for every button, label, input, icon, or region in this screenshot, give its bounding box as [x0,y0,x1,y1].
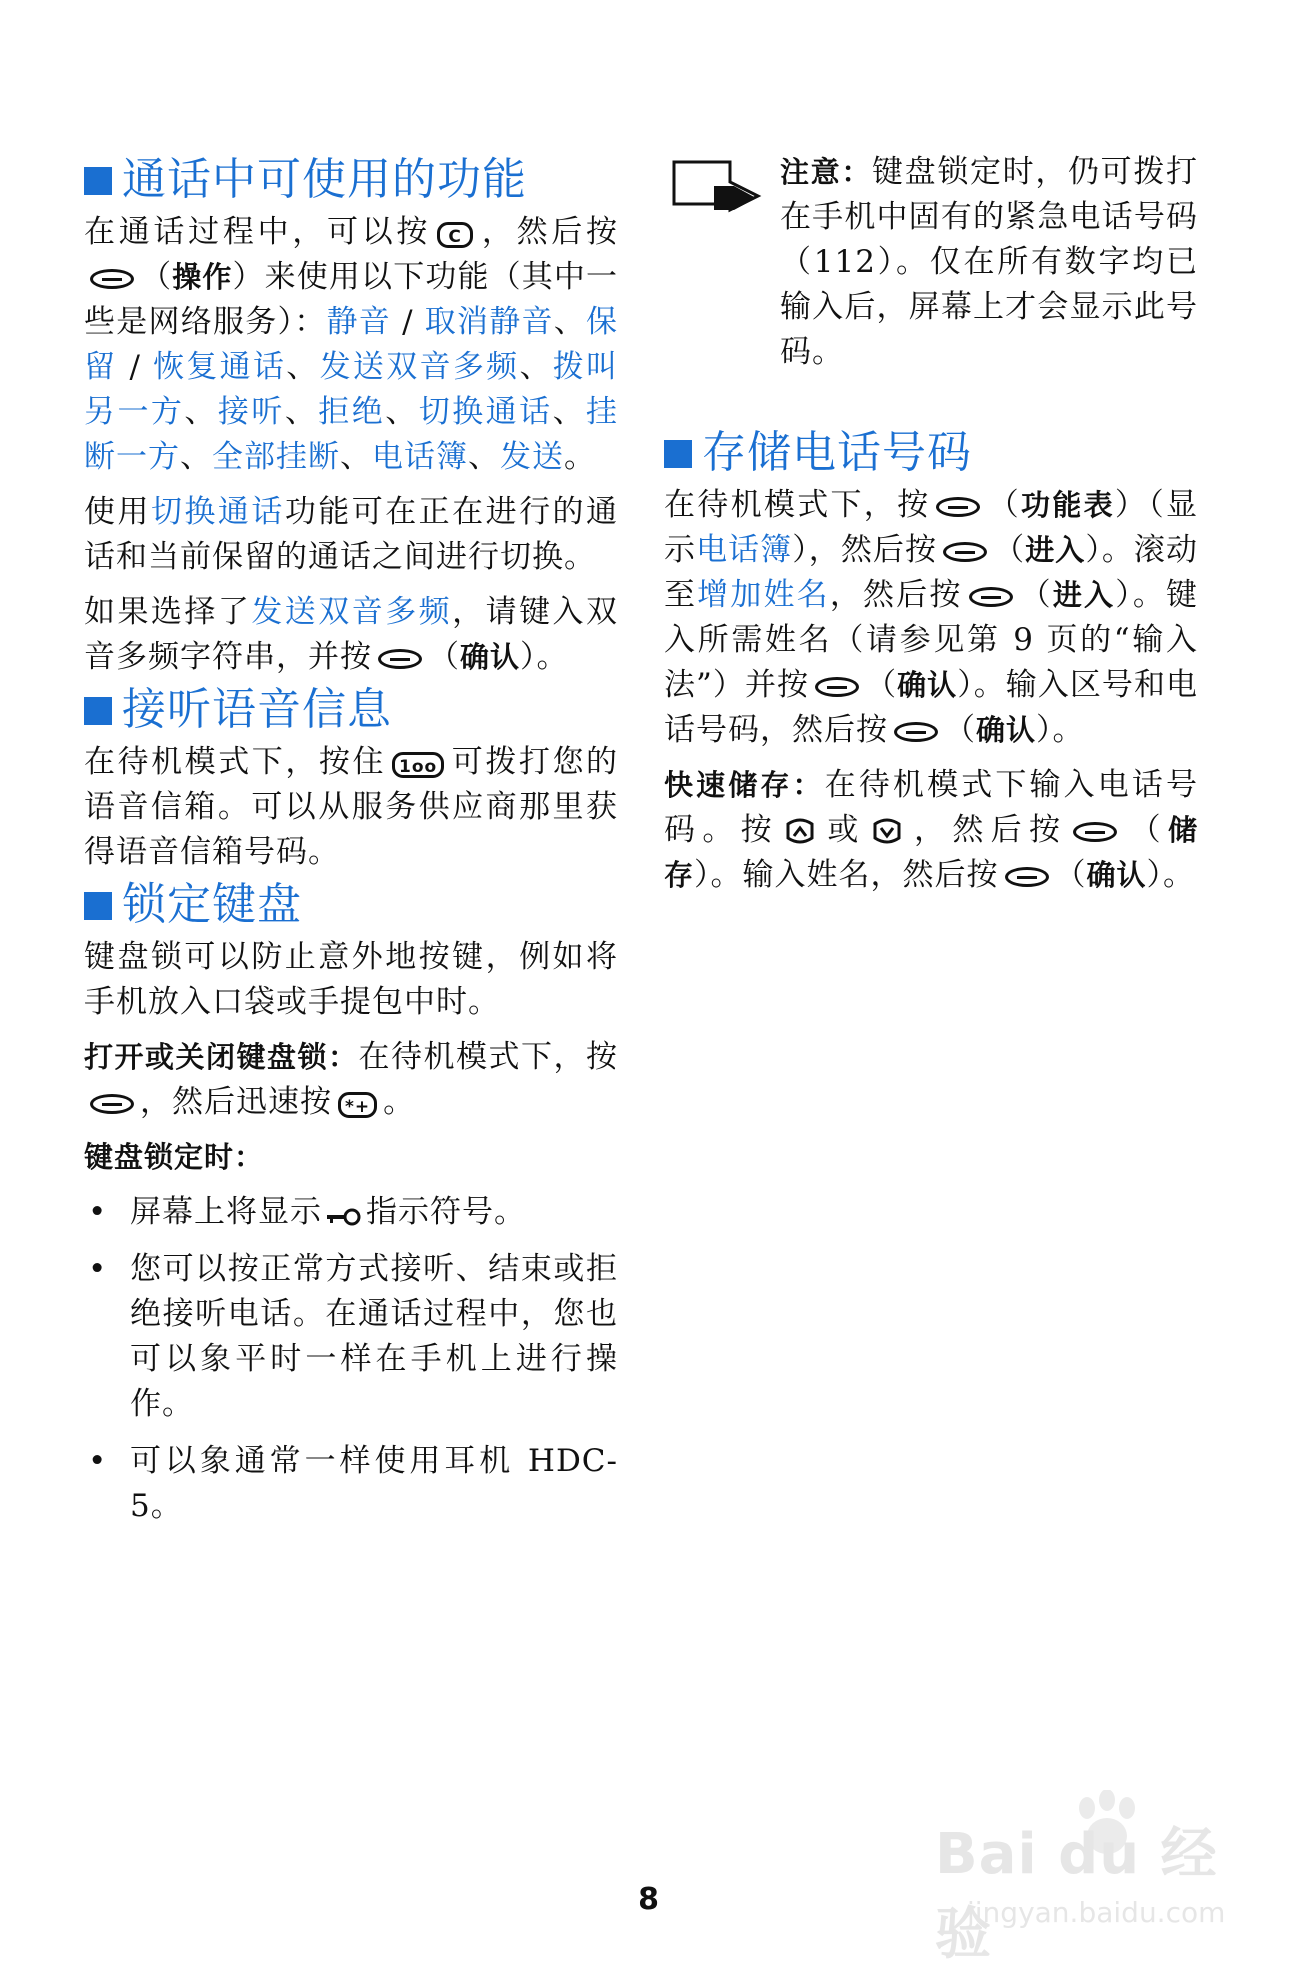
keypad-lock-paragraph-2: 打开或关闭键盘锁：在待机模式下，按，然后迅速按 *+ 。 [84,1039,618,1120]
voice-messages-paragraph: 在待机模式下，按住 1oo 可拨打您的语音信箱。可以从服务供应商那里获得语音信箱号码。 [84,744,619,870]
keypad-lock-paragraph-1: 键盘锁可以防止意外地按键，例如将手机放入口袋或手提包中时。 [84,939,618,1020]
watermark-brand: Bai du 经验 [935,1822,1218,1967]
selection-key-icon [894,722,938,742]
link-phonebook[interactable]: 电话簿 [372,439,468,475]
selection-key-icon [1005,867,1049,887]
section-title-voice-messages: 接听语音信息 [84,680,618,740]
section-title-in-call-functions: 通话中可使用的功能 [84,150,618,210]
left-column [84,150,618,1541]
selection-key-icon [90,269,134,289]
link-phonebook-right[interactable]: 电话簿 [696,532,793,568]
link-unmute[interactable]: 取消静音 [424,304,554,340]
save-number-paragraph-2: 快速储存：在待机模式下输入电话号码。按 或 ，然后按 （储存）。输入姓名，然后按 （确认）。 [664,767,1199,893]
selection-key-icon [1073,822,1117,842]
section-marker-icon [84,697,112,725]
list-item: • 屏幕上将显示 指示符号。 [84,1190,618,1235]
link-new-call[interactable]: 拨叫另一方 [84,349,619,430]
link-answer[interactable]: 接听 [217,394,285,430]
star-key-icon: *+ [338,1092,377,1118]
selection-key-icon [90,1094,134,1114]
link-send-dtmf[interactable]: 发送双音多频 [319,349,520,385]
list-item: • 可以象通常一样使用耳机 HDC-5。 [84,1439,618,1529]
link-send[interactable]: 发送 [500,439,564,475]
link-unhold[interactable]: 恢复通话 [153,349,287,385]
link-swap-2[interactable]: 切换通话 [150,494,285,530]
link-mute[interactable]: 静音 [326,304,392,340]
selection-key-icon [943,542,987,562]
list-item: • 您可以按正常方式接听、结束或拒绝接听电话。在通话过程中，您也可以象平时一样在手机上进行操作。 [84,1247,618,1427]
selection-key-icon [815,677,859,697]
section-marker-icon [664,440,692,468]
selection-key-icon [936,497,980,517]
section-marker-icon [84,167,112,195]
baidu-watermark [927,1790,1267,1967]
clear-key-icon: C [437,222,473,248]
watermark-url: jingyan.baidu.com [967,1896,1226,1929]
voicemail-key-icon: 1oo [392,752,444,778]
link-swap[interactable]: 切换通话 [418,394,553,430]
link-send-dtmf-2[interactable]: 发送双音多频 [251,594,453,630]
right-column [664,150,1198,898]
scroll-down-key-icon [870,818,904,846]
selection-key-icon [378,649,422,669]
link-add-name[interactable]: 增加姓名 [697,577,830,613]
scroll-up-key-icon [783,818,817,846]
link-end-all[interactable]: 全部挂断 [212,439,340,475]
link-end-one[interactable]: 挂断一方 [84,394,619,475]
note-text: 注意：键盘锁定时，仍可拨打在手机中固有的紧急电话号码（112）。仅在所有数字均已输入后，屏幕上才会显示此号码。 [780,154,1198,370]
keypad-lock-heading: 键盘锁定时： [84,1140,265,1174]
page-number: 8 [638,1882,659,1917]
section-marker-icon [84,892,112,920]
selection-key-icon [969,587,1013,607]
link-hold[interactable]: 保留 [84,304,619,385]
keypad-lock-list [84,1190,618,1529]
note-hand-icon [670,158,762,214]
in-call-paragraph-2: 使用切换通话功能可在正在进行的通话和当前保留的通话之间进行切换。 [84,494,619,575]
section-title-save-number: 存储电话号码 [664,423,1198,483]
key-lock-indicator-icon [326,1206,362,1228]
in-call-paragraph-1: 在通话过程中，可以按 C ，然后按（操作）来使用以下功能（其中一些是网络服务）：静音 / 取消静音、保留 / 恢复通话、发送双音多频、拨叫另一方、接听、拒绝、切换通话、挂断一方、全部挂断、电话簿、发送。 [84,214,619,475]
link-reject[interactable]: 拒绝 [318,394,386,430]
note-block [664,150,1198,375]
in-call-paragraph-3: 如果选择了发送双音多频，请键入双音多频字符串，并按 （确认）。 [84,594,619,675]
section-title-keypad-lock: 锁定键盘 [84,875,618,935]
save-number-paragraph-1: 在待机模式下，按 （功能表）（显示电话簿），然后按 （进入）。滚动至增加姓名，然后按 （进入）。键入所需姓名（请参见第 9 页的“输入法”）并按 （确认）。输入区号和电话号码，然后按 （确认）。 [664,487,1199,748]
